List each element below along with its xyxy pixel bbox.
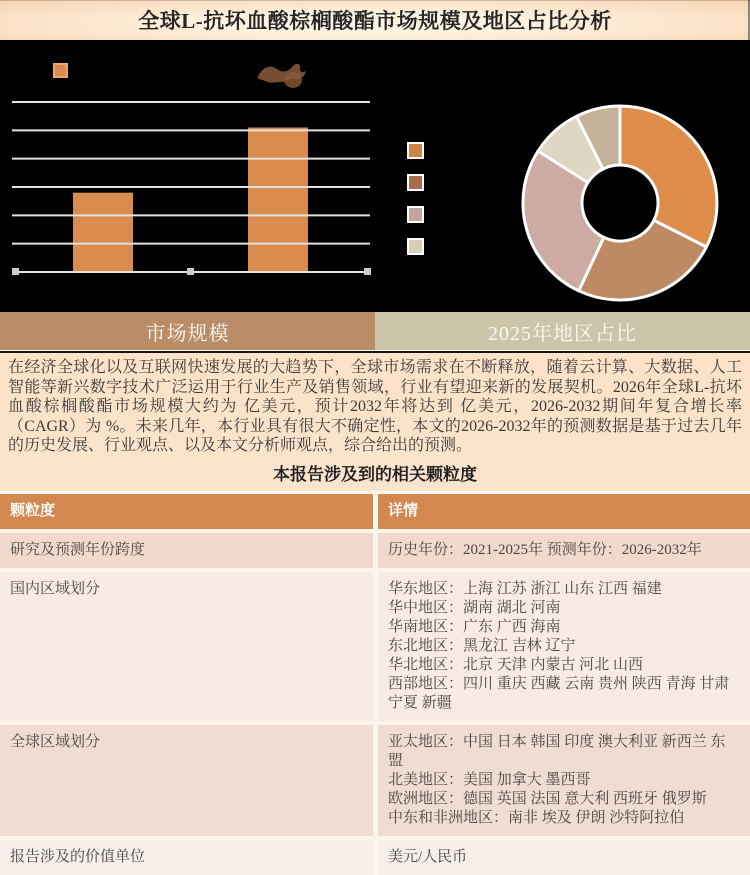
granularity-table [0,491,750,875]
region-share-donut-chart [400,40,750,312]
intro-paragraph: 在经济全球化以及互联网快速发展的大趋势下，全球市场需求在不断释放，随着云计算、大数据、人工智能等新兴数字技术广泛运用于行业生产及销售领域，行业有望迎来新的发展契机。2026年全球L-抗坏血酸棕榈酸酯市场规模大约为 亿美元，预计2032年将达到 亿美元，2026-2032期间年复合增长率（CAGR）为 %。未来几年，本行业具有很大不确定性，本文的2026-2032年的预测数据是基于过去几年的历史发展、行业观点、以及本文分析师观点，综合给出的预测。 [8,359,742,454]
table-row [0,572,750,721]
title-bar [0,0,750,40]
pie-legend-swatch-3 [408,239,423,254]
table-row [0,725,750,836]
detail-cell [378,533,750,568]
bar-0 [73,193,133,272]
detail-line: 亚太地区：中国 日本 韩国 印度 澳大利亚 新西兰 东盟 [388,733,726,769]
header-granularity: 颗粒度 [0,494,373,529]
detail-line: 华南地区：广东 广西 海南 [388,618,561,635]
detail-line: 北美地区：美国 加拿大 墨西哥 [388,771,591,788]
page-title: 全球L-抗坏血酸棕榈酸酯市场规模及地区占比分析 [138,9,612,33]
table-row [0,533,750,568]
detail-line: 美元/人民币 [388,848,468,865]
detail-line: 东北地区：黑龙江 吉林 辽宁 [388,637,576,654]
detail-cell [378,840,750,875]
header-detail: 详情 [378,494,750,529]
detail-line: 华北地区：北京 天津 内蒙古 河北 山西 [388,656,644,673]
bar-legend-swatch [54,64,67,77]
pie-legend-swatch-0 [408,143,423,158]
axis-tick [12,268,19,275]
chart-section [0,40,750,312]
detail-line: 西部地区：四川 重庆 西藏 云南 贵州 陕西 青海 甘肃 宁夏 新疆 [388,675,730,711]
market-size-bar-chart [0,40,400,312]
table-row [0,840,750,875]
axis-tick [187,268,194,275]
pie-legend-swatch-1 [408,175,423,190]
detail-cell [378,725,750,836]
pie-slice-0 [620,106,717,247]
tab-region-share-2025[interactable]: 2025年地区占比 [375,312,750,350]
detail-line: 中东和非洲地区：南非 埃及 伊朗 沙特阿拉伯 [388,809,685,826]
pie-legend-swatch-2 [408,207,423,222]
granularity-cell: 报告涉及的价值单位 [0,840,373,875]
watermark-blob [284,72,302,88]
detail-line: 华中地区：湖南 湖北 河南 [388,599,561,616]
tab-market-size[interactable]: 市场规模 [0,312,375,350]
bar-1 [248,128,308,273]
granularity-cell: 国内区域划分 [0,572,373,721]
detail-line: 华东地区：上海 江苏 浙江 山东 江西 福建 [388,580,662,597]
chart-tabs [0,312,750,350]
detail-cell [378,572,750,721]
table-header-row [0,494,750,529]
detail-line: 欧洲地区：德国 英国 法国 意大利 西班牙 俄罗斯 [388,790,707,807]
detail-line: 历史年份：2021-2025年 预测年份：2026-2032年 [388,541,702,558]
granularity-cell: 研究及预测年份跨度 [0,533,373,568]
axis-tick [364,268,371,275]
granularity-cell: 全球区域划分 [0,725,373,836]
granularity-table-title: 本报告涉及到的相关颗粒度 [273,464,477,484]
